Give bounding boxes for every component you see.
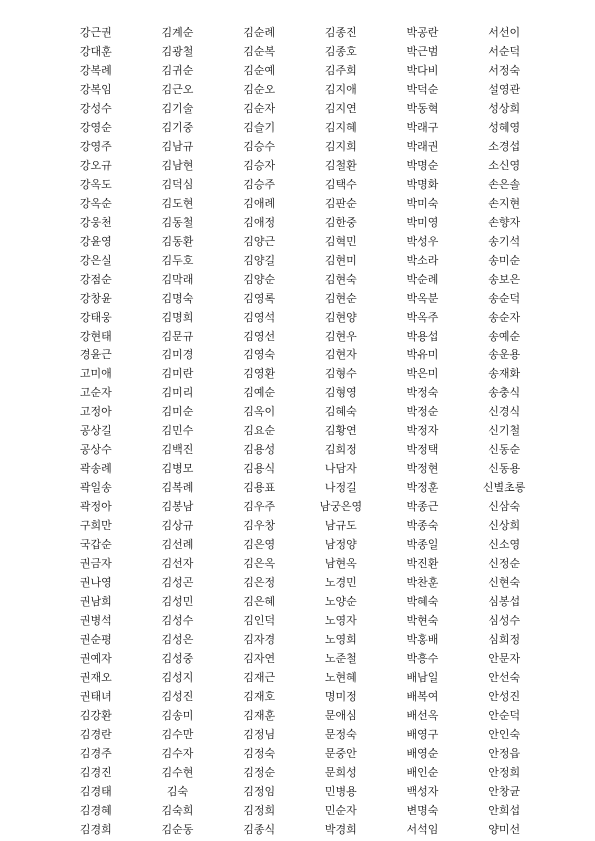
name-cell: 강영주: [79, 139, 112, 153]
name-cell: 신동순: [488, 443, 521, 457]
name-cell: 강복례: [79, 63, 112, 77]
name-cell: 송충식: [488, 386, 521, 400]
name-cell: 강웅천: [79, 215, 112, 229]
name-cell: 민병용: [324, 784, 357, 798]
name-cell: 안성진: [488, 689, 521, 703]
name-cell: 박종숙: [406, 519, 439, 533]
name-cell: 송운용: [488, 348, 521, 362]
name-cell: 안정읍: [488, 746, 521, 760]
name-cell: 김영록: [243, 291, 276, 305]
name-cell: 김남규: [161, 139, 194, 153]
name-cell: 박은미: [406, 367, 439, 381]
name-cell: 김두호: [161, 253, 194, 267]
name-cell: 강복임: [79, 82, 112, 96]
name-cell: 김숙: [166, 784, 189, 798]
name-cell: 박래권: [406, 139, 439, 153]
name-cell: 김용성: [243, 443, 276, 457]
name-cell: 김우주: [243, 500, 276, 514]
name-cell: 배영순: [406, 746, 439, 760]
name-cell: 김현미: [324, 253, 357, 267]
name-cell: 김형수: [324, 367, 357, 381]
name-cell: 김혜숙: [324, 405, 357, 419]
name-cell: 양미선: [488, 822, 521, 836]
name-grid: [55, 24, 545, 840]
name-cell: 신삼숙: [488, 500, 521, 514]
name-cell: 박흥수: [406, 651, 439, 665]
name-cell: 김슬기: [243, 120, 276, 134]
name-cell: 박순례: [406, 272, 439, 286]
name-cell: 강근권: [79, 26, 112, 39]
name-cell: 김도현: [161, 196, 194, 210]
name-cell: 김강환: [79, 708, 112, 722]
name-cell: 김민수: [161, 424, 194, 438]
name-cell: 김성지: [161, 670, 194, 684]
name-cell: 공상길: [79, 424, 112, 438]
name-cell: 김은정: [243, 576, 276, 590]
name-cell: 박미영: [406, 215, 439, 229]
name-cell: 신별초롱: [482, 481, 526, 495]
name-cell: 박정훈: [406, 481, 439, 495]
name-cell: 신기철: [488, 424, 521, 438]
name-cell: 송기석: [488, 234, 521, 248]
name-cell: 김선자: [161, 557, 194, 571]
name-cell: 권순평: [79, 633, 112, 646]
name-cell: 권병석: [79, 614, 112, 628]
name-cell: 박미숙: [406, 196, 439, 210]
name-cell: 김양근: [243, 234, 276, 248]
name-cell: 박옥주: [406, 310, 439, 324]
name-cell: 김남현: [161, 158, 194, 172]
name-cell: 박정자: [406, 424, 439, 438]
name-cell: 김지혜: [324, 120, 357, 134]
name-cell: 권예자: [79, 651, 112, 665]
name-cell: 김미경: [161, 348, 194, 362]
name-cell: 박찬훈: [406, 576, 439, 590]
name-cell: 강오규: [79, 158, 112, 172]
name-cell: 박경희: [324, 822, 357, 836]
name-cell: 김자연: [243, 651, 276, 665]
name-cell: 김성곤: [161, 576, 194, 590]
name-cell: 김기술: [161, 101, 194, 115]
name-cell: 김순자: [243, 101, 276, 115]
name-cell: 박명화: [406, 177, 439, 191]
name-cell: 김지연: [324, 101, 357, 115]
name-cell: 김예순: [243, 386, 276, 400]
name-cell: 박정순: [406, 405, 439, 419]
name-cell: 김양길: [243, 253, 276, 267]
name-cell: 김수자: [161, 746, 194, 760]
name-cell: 김성수: [161, 614, 194, 628]
name-cell: 김재훈: [243, 708, 276, 722]
name-cell: 김자경: [243, 633, 276, 646]
name-cell: 김형영: [324, 386, 357, 400]
name-cell: 곽일송: [79, 481, 112, 495]
name-cell: 변명숙: [406, 803, 439, 817]
name-cell: 김한중: [324, 215, 357, 229]
name-cell: 김영석: [243, 310, 276, 324]
name-cell: 남규도: [324, 519, 357, 533]
name-cell: 박근범: [406, 44, 439, 58]
name-cell: 성상희: [488, 101, 521, 115]
name-cell: 김철환: [324, 158, 357, 172]
name-cell: 김옥이: [243, 405, 276, 419]
name-cell: 곽정아: [79, 500, 112, 514]
name-cell: 안인숙: [488, 727, 521, 741]
name-cell: 김경주: [79, 746, 112, 760]
name-cell: 김순예: [243, 63, 276, 77]
name-cell: 김명숙: [161, 291, 194, 305]
name-cell: 송순덕: [488, 291, 521, 305]
name-cell: 김판순: [324, 196, 357, 210]
name-cell: 김현숙: [324, 272, 357, 286]
name-cell: 김영선: [243, 329, 276, 343]
name-cell: 김미리: [161, 386, 194, 400]
name-cell: 박동혁: [406, 101, 439, 115]
name-cell: 김은혜: [243, 595, 276, 609]
name-cell: 김성진: [161, 689, 194, 703]
name-cell: 김인덕: [243, 614, 276, 628]
name-cell: 박현숙: [406, 614, 439, 628]
name-cell: 김정임: [243, 784, 276, 798]
name-cell: 곽송례: [79, 462, 112, 476]
name-cell: 송보은: [488, 272, 521, 286]
name-cell: 김병모: [161, 462, 194, 476]
name-cell: 고미애: [79, 367, 112, 381]
name-cell: 고순자: [79, 386, 112, 400]
name-cell: 김명희: [161, 310, 194, 324]
name-cell: 김귀순: [161, 63, 194, 77]
name-cell: 김백진: [161, 443, 194, 457]
name-cell: 김종호: [324, 44, 357, 58]
name-cell: 김영숙: [243, 348, 276, 362]
name-cell: 김기중: [161, 120, 194, 134]
name-cell: 김승주: [243, 177, 276, 191]
name-cell: 강창윤: [79, 291, 112, 305]
name-cell: 강현태: [79, 329, 112, 343]
name-cell: 김주희: [324, 63, 357, 77]
name-cell: 노현혜: [324, 670, 357, 684]
name-cell: 김성민: [161, 595, 194, 609]
name-cell: 안선숙: [488, 670, 521, 684]
name-cell: 김양순: [243, 272, 276, 286]
name-cell: 심봉섭: [488, 595, 521, 609]
name-cell: 손향자: [488, 215, 521, 229]
name-cell: 강대훈: [79, 44, 112, 58]
name-cell: 김선례: [161, 538, 194, 552]
name-cell: 심성수: [488, 614, 521, 628]
name-cell: 서정숙: [488, 63, 521, 77]
name-cell: 김택수: [324, 177, 357, 191]
name-cell: 박다비: [406, 63, 439, 77]
name-cell: 김근오: [161, 82, 194, 96]
name-cell: 김덕심: [161, 177, 194, 191]
name-cell: 김경란: [79, 727, 112, 741]
name-cell: 성혜영: [488, 120, 521, 134]
name-cell: 김송미: [161, 708, 194, 722]
name-cell: 김복례: [161, 481, 194, 495]
name-cell: 문애심: [324, 708, 357, 722]
name-cell: 김수현: [161, 765, 194, 779]
name-cell: 강영순: [79, 120, 112, 134]
name-cell: 김우창: [243, 519, 276, 533]
name-cell: 배영구: [406, 727, 439, 741]
name-cell: 심희정: [488, 633, 521, 646]
name-cell: 고정아: [79, 405, 112, 419]
name-cell: 박덕순: [406, 82, 439, 96]
name-cell: 강윤영: [79, 234, 112, 248]
name-cell: 권나영: [79, 576, 112, 590]
name-cell: 배선옥: [406, 708, 439, 722]
name-cell: 노경민: [324, 576, 357, 590]
name-cell: 김용식: [243, 462, 276, 476]
name-cell: 노준철: [324, 651, 357, 665]
name-cell: 김종식: [243, 822, 276, 836]
name-cell: 신경식: [488, 405, 521, 419]
name-cell: 김종진: [324, 26, 357, 39]
name-cell: 김상규: [161, 519, 194, 533]
name-cell: 김지애: [324, 82, 357, 96]
name-cell: 박유미: [406, 348, 439, 362]
name-cell: 박종근: [406, 500, 439, 514]
name-cell: 나정길: [324, 481, 357, 495]
name-cell: 민순자: [324, 803, 357, 817]
name-cell: 안순덕: [488, 708, 521, 722]
name-cell: 안창균: [488, 784, 521, 798]
name-cell: 구희만: [79, 519, 112, 533]
name-cell: 남궁은영: [319, 500, 363, 514]
name-cell: 강태웅: [79, 310, 112, 324]
name-cell: 김현양: [324, 310, 357, 324]
name-cell: 박소라: [406, 253, 439, 267]
name-cell: 노영자: [324, 614, 357, 628]
name-cell: 송미순: [488, 253, 521, 267]
name-cell: 강은실: [79, 253, 112, 267]
name-cell: 송재화: [488, 367, 521, 381]
name-cell: 송예순: [488, 329, 521, 343]
name-cell: 김경태: [79, 784, 112, 798]
name-cell: 김문규: [161, 329, 194, 343]
name-cell: 김현순: [324, 291, 357, 305]
name-cell: 문희성: [324, 765, 357, 779]
name-cell: 김경진: [79, 765, 112, 779]
name-cell: 김재근: [243, 670, 276, 684]
name-cell: 김경혜: [79, 803, 112, 817]
name-cell: 노영희: [324, 633, 357, 646]
name-cell: 김성은: [161, 633, 194, 646]
name-cell: 김순오: [243, 82, 276, 96]
name-cell: 설영관: [488, 82, 521, 96]
name-cell: 손지현: [488, 196, 521, 210]
name-cell: 안희섭: [488, 803, 521, 817]
name-cell: 서석임: [406, 822, 439, 836]
name-cell: 나담자: [324, 462, 357, 476]
name-cell: 박혜숙: [406, 595, 439, 609]
name-cell: 박옥분: [406, 291, 439, 305]
name-cell: 안문자: [488, 651, 521, 665]
name-cell: 배복여: [406, 689, 439, 703]
name-cell: 김은옥: [243, 557, 276, 571]
name-cell: 김정숙: [243, 746, 276, 760]
name-cell: 명미정: [324, 689, 357, 703]
name-cell: 김요순: [243, 424, 276, 438]
name-cell: 남현옥: [324, 557, 357, 571]
name-cell: 문중안: [324, 746, 357, 760]
name-cell: 김승수: [243, 139, 276, 153]
name-cell: 김승자: [243, 158, 276, 172]
name-cell: 강옥순: [79, 196, 112, 210]
name-cell: 김현자: [324, 348, 357, 362]
name-cell: 김애례: [243, 196, 276, 210]
name-cell: 김정희: [243, 803, 276, 817]
name-cell: 박정택: [406, 443, 439, 457]
name-cell: 김순례: [243, 26, 276, 39]
name-cell: 권재오: [79, 670, 112, 684]
name-cell: 박홍배: [406, 633, 439, 646]
name-cell: 권금자: [79, 557, 112, 571]
name-cell: 박래구: [406, 120, 439, 134]
name-cell: 김동철: [161, 215, 194, 229]
name-cell: 김순복: [243, 44, 276, 58]
name-cell: 박성우: [406, 234, 439, 248]
name-cell: 김현우: [324, 329, 357, 343]
name-cell: 강성수: [79, 101, 112, 115]
name-cell: 노양순: [324, 595, 357, 609]
name-cell: 신상희: [488, 519, 521, 533]
name-cell: 김수만: [161, 727, 194, 741]
name-cell: 남정양: [324, 538, 357, 552]
name-cell: 권태녀: [79, 689, 112, 703]
name-cell: 김혁민: [324, 234, 357, 248]
name-cell: 박공란: [406, 26, 439, 39]
name-cell: 김미란: [161, 367, 194, 381]
name-cell: 서순덕: [488, 44, 521, 58]
name-cell: 박진환: [406, 557, 439, 571]
name-cell: 신소영: [488, 538, 521, 552]
name-cell: 김경희: [79, 822, 112, 836]
name-cell: 김정님: [243, 727, 276, 741]
name-cell: 강점순: [79, 272, 112, 286]
name-cell: 서선이: [488, 26, 521, 39]
name-cell: 경윤근: [79, 348, 112, 362]
name-cell: 김동환: [161, 234, 194, 248]
name-cell: 소신영: [488, 158, 521, 172]
name-cell: 김광철: [161, 44, 194, 58]
name-cell: 김애정: [243, 215, 276, 229]
name-cell: 백성자: [406, 784, 439, 798]
name-cell: 김숙희: [161, 803, 194, 817]
name-cell: 신정순: [488, 557, 521, 571]
name-cell: 송순자: [488, 310, 521, 324]
name-cell: 박용섭: [406, 329, 439, 343]
name-cell: 배남일: [406, 670, 439, 684]
name-cell: 안정희: [488, 765, 521, 779]
name-cell: 문정숙: [324, 727, 357, 741]
name-cell: 박정현: [406, 462, 439, 476]
name-cell: 강옥도: [79, 177, 112, 191]
name-cell: 김성중: [161, 651, 194, 665]
name-cell: 배인순: [406, 765, 439, 779]
name-cell: 국갑순: [79, 538, 112, 552]
name-cell: 김봉남: [161, 500, 194, 514]
name-cell: 김황연: [324, 424, 357, 438]
name-cell: 박명순: [406, 158, 439, 172]
name-cell: 박종일: [406, 538, 439, 552]
name-cell: 김재호: [243, 689, 276, 703]
name-cell: 김미순: [161, 405, 194, 419]
name-cell: 권남희: [79, 595, 112, 609]
name-cell: 김정순: [243, 765, 276, 779]
name-cell: 신동용: [488, 462, 521, 476]
name-cell: 김희정: [324, 443, 357, 457]
name-cell: 김용표: [243, 481, 276, 495]
name-cell: 김막래: [161, 272, 194, 286]
name-cell: 소경섭: [488, 139, 521, 153]
name-cell: 박정숙: [406, 386, 439, 400]
name-cell: 손은솔: [488, 177, 521, 191]
name-cell: 김은영: [243, 538, 276, 552]
name-cell: 김영환: [243, 367, 276, 381]
name-cell: 신현숙: [488, 576, 521, 590]
name-cell: 공상수: [79, 443, 112, 457]
name-cell: 김지희: [324, 139, 357, 153]
name-cell: 김계순: [161, 26, 194, 39]
name-cell: 김순동: [161, 822, 194, 836]
